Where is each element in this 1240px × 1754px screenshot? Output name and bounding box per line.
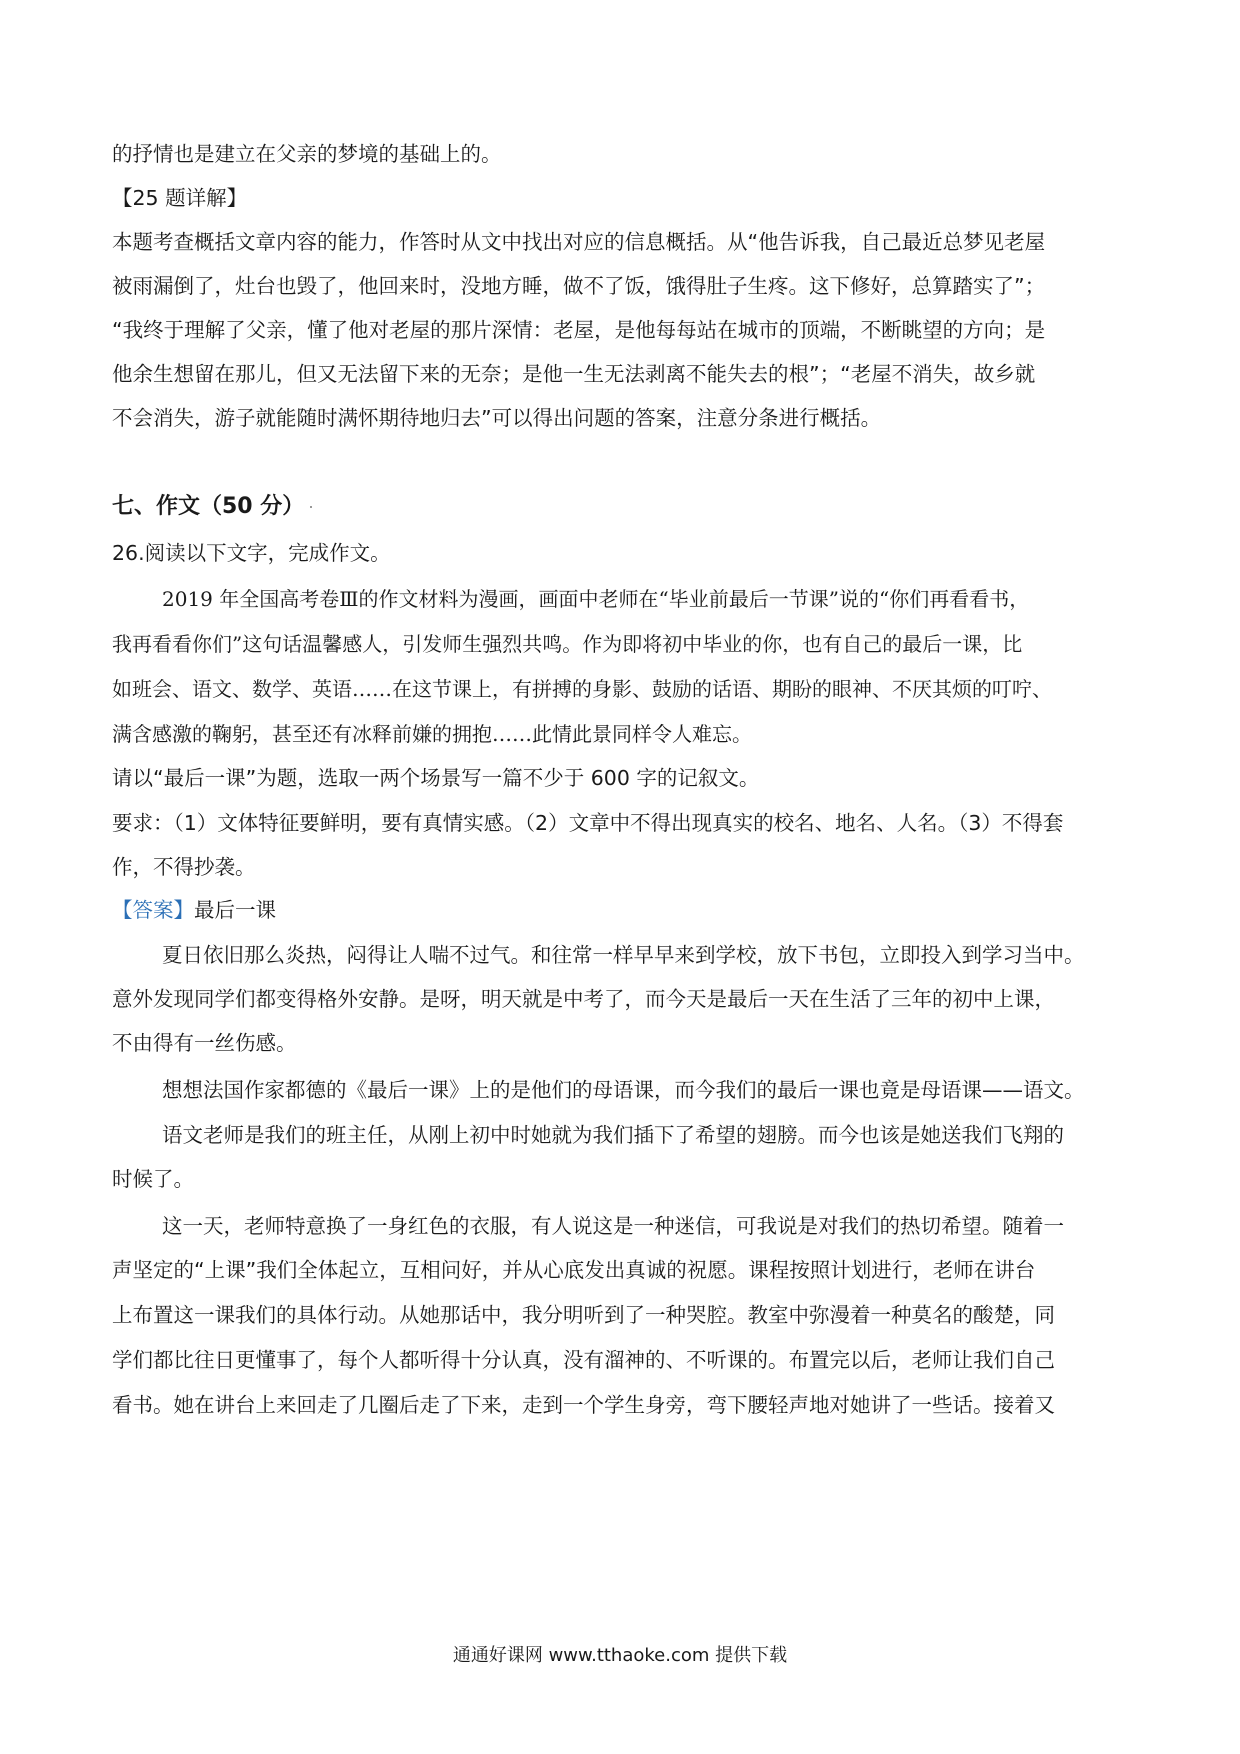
- essay-line: 时候了。: [112, 1167, 194, 1191]
- essay-line: 语文老师是我们的班主任，从刚上初中时她就为我们插下了希望的翅膀。而今也该是她送我们飞翔的: [162, 1123, 1064, 1147]
- material-line: 我再看看你们”这句话温馨感人，引发师生强烈共鸣。作为即将初中毕业的你，也有自己的最后一课，比: [112, 632, 1023, 656]
- essay-line: 夏日依旧那么炎热，闷得让人喘不过气。和往常一样早早来到学校，放下书包，立即投入到学习当中。: [162, 943, 1085, 967]
- q25-detail-title: 【25 题详解】: [112, 186, 248, 210]
- section-heading: [112, 492, 1130, 522]
- essay-line: 上布置这一课我们的具体行动。从她那话中，我分明听到了一种哭腔。教室中弥漫着一种莫名的酸楚，同: [112, 1303, 1055, 1327]
- q25-detail-line: 他余生想留在那儿，但又无法留下来的无奈；是他一生无法剥离不能失去的根”；“老屋不消失，故乡就: [112, 362, 1036, 386]
- q26-prompt: 26.阅读以下文字，完成作文。: [112, 541, 391, 565]
- essay-line: 学们都比往日更懂事了，每个人都听得十分认真，没有溜神的、不听课的。布置完以后，老师让我们自己: [112, 1348, 1055, 1372]
- material-line: 满含感激的鞠躬，甚至还有冰释前嫌的拥抱……此情此景同样令人难忘。: [112, 722, 752, 746]
- q25-detail-line: 被雨漏倒了，灶台也毁了，他回来时，没地方睡，做不了饭，饿得肚子生疼。这下修好，总算踏实了”；: [112, 274, 1046, 298]
- answer-title: 最后一课: [194, 898, 276, 922]
- essay-line: 声坚定的“上课”我们全体起立，互相问好，并从心底发出真诚的祝愿。课程按照计划进行，老师在讲台: [112, 1258, 1036, 1282]
- q25-tail-text: 的抒情也是建立在父亲的梦境的基础上的。: [112, 142, 502, 166]
- q25-detail-line: 本题考查概括文章内容的能力，作答时从文中找出对应的信息概括。从“他告诉我，自己最近总梦见老屋: [112, 230, 1046, 254]
- instruction-text: 请以“最后一课”为题，选取一两个场景写一篇不少于 600 字的记叙文。: [112, 766, 760, 790]
- material-line: 2019 年全国高考卷Ⅲ的作文材料为漫画，画面中老师在“毕业前最后一节课”说的“你们再看看书，: [162, 587, 1030, 611]
- essay-line: 这一天，老师特意换了一身红色的衣服，有人说这是一种迷信，可我说是对我们的热切希望。随着一: [162, 1214, 1064, 1238]
- essay-line: 看书。她在讲台上来回走了几圈后走了下来，走到一个学生身旁，弯下腰轻声地对她讲了一些话。接着又: [112, 1393, 1055, 1417]
- q25-detail-line: “我终于理解了父亲，懂了他对老屋的那片深情：老屋，是他每每站在城市的顶端，不断眺望的方向；是: [112, 318, 1046, 342]
- section-heading-text: 七、作文（50 分）: [112, 494, 305, 519]
- essay-line: 意外发现同学们都变得格外安静。是呀，明天就是中考了，而今天是最后一天在生活了三年的初中上课，: [112, 987, 1055, 1011]
- q25-detail-line: 不会消失，游子就能随时满怀期待地归去”可以得出问题的答案，注意分条进行概括。: [112, 406, 882, 430]
- stray-mark: [310, 506, 312, 508]
- essay-line: 想想法国作家都德的《最后一课》上的是他们的母语课，而今我们的最后一课也竟是母语课——语文。: [162, 1078, 1085, 1102]
- essay-line: 不由得有一丝伤感。: [112, 1031, 297, 1055]
- requirements-line: 作，不得抄袭。: [112, 855, 256, 879]
- page-footer: 通通好课网 www.tthaoke.com 提供下载: [452, 1645, 788, 1666]
- material-line: 如班会、语文、数学、英语……在这节课上，有拼搏的身影、鼓励的话语、期盼的眼神、不厌其烦的叮咛、: [112, 677, 1052, 701]
- answer-line: [112, 895, 1130, 925]
- answer-label: 【答案】: [112, 898, 194, 922]
- requirements-line: 要求：（1）文体特征要鲜明，要有真情实感。（2）文章中不得出现真实的校名、地名、人名。（3）不得套: [112, 811, 1064, 835]
